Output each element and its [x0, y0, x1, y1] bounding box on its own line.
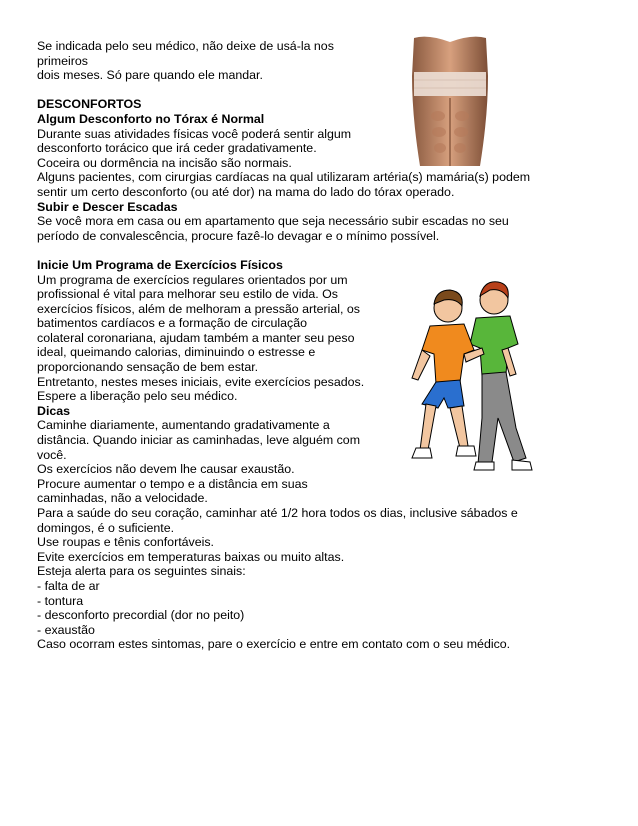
- dicas-line-9: Use roupas e tênis confortáveis.: [37, 535, 215, 550]
- desconfortos-line-2: desconforto torácico que irá ceder gradativamente.: [37, 141, 317, 156]
- dicas-heading: Dicas: [37, 403, 71, 418]
- symptom-item: - desconforto precordial (dor no peito): [37, 608, 245, 623]
- dicas-final-line: Caso ocorram estes sintomas, pare o exercício e entre em contato com o seu médico.: [37, 637, 511, 652]
- escadas-line-2: período de convalescência, procure fazê-lo devagar e o mínimo possível.: [37, 228, 440, 243]
- symptom-item: - tontura: [37, 593, 84, 608]
- dicas-line-3: você.: [37, 447, 67, 462]
- dicas-line-7: Para a saúde do seu coração, caminhar até 1/2 hora todos os dias, inclusive sábados e: [37, 506, 518, 520]
- desconfortos-line-5: sentir um certo desconforto (ou até dor) na mama do lado do tórax operado.: [37, 184, 455, 199]
- symptom-item: - exaustão: [37, 622, 95, 637]
- escadas-line-1: Se você mora em casa ou em apartamento que seja necessário subir escadas no seu: [37, 214, 509, 229]
- symptom-item: - falta de ar: [37, 578, 100, 593]
- dicas-line-1: Caminhe diariamente, aumentando gradativamente a: [37, 418, 330, 433]
- exercicios-line-9: Espere a liberação pelo seu médico.: [37, 389, 238, 404]
- dicas-line-8: domingos, é o suficiente.: [37, 520, 175, 535]
- desconfortos-heading: DESCONFORTOS: [37, 97, 142, 112]
- exercicios-line-2: profissional é vital para melhorar seu estilo de vida. Os: [37, 287, 338, 302]
- desconfortos-line-3: Coceira ou dormência na incisão são normais.: [37, 155, 292, 170]
- intro-line-2: primeiros: [37, 53, 88, 68]
- dicas-line-4: Os exercícios não devem lhe causar exaustão.: [37, 462, 295, 477]
- escadas-heading: Subir e Descer Escadas: [37, 199, 178, 214]
- exercicios-line-7: proporcionando sensação de bem estar.: [37, 360, 259, 375]
- exercicios-line-8: Entretanto, nestes meses iniciais, evite exercícios pesados.: [37, 374, 365, 389]
- intro-line-1: Se indicada pelo seu médico, não deixe de usá-la nos: [37, 39, 334, 53]
- intro-line-3: dois meses. Só pare quando ele mandar.: [37, 68, 263, 83]
- desconfortos-line-1: Durante suas atividades físicas você poderá sentir algum: [37, 126, 352, 141]
- exercicios-line-3: exercícios físicos, além de melhoram a pressão arterial, os: [37, 301, 360, 316]
- dicas-line-10: Evite exercícios em temperaturas baixas ou muito altas.: [37, 549, 345, 564]
- dicas-line-5: Procure aumentar o tempo e a distância em suas: [37, 476, 308, 491]
- dicas-line-11: Esteja alerta para os seguintes sinais:: [37, 564, 246, 579]
- dicas-line-2: distância. Quando iniciar as caminhadas, leve alguém com: [37, 433, 361, 448]
- exercicios-line-1: Um programa de exercícios regulares orientados por um: [37, 272, 348, 287]
- exercicios-heading: Inicie Um Programa de Exercícios Físicos: [37, 257, 283, 272]
- exercicios-line-6: ideal, queimando calorias, diminuindo o estresse e: [37, 345, 316, 360]
- desconfortos-subheading: Algum Desconforto no Tórax é Normal: [37, 111, 265, 126]
- document-page: [37, 39, 603, 652]
- desconfortos-line-4: Alguns pacientes, com cirurgias cardíacas na qual utilizaram artéria(s) mamária(s) podem: [37, 170, 531, 185]
- exercicios-line-5: colateral coronariana, ajudam também a manter seu peso: [37, 330, 355, 345]
- dicas-line-6: caminhadas, não a velocidade.: [37, 491, 208, 506]
- exercicios-line-4: batimentos cardíacos e a formação de circulação: [37, 316, 307, 331]
